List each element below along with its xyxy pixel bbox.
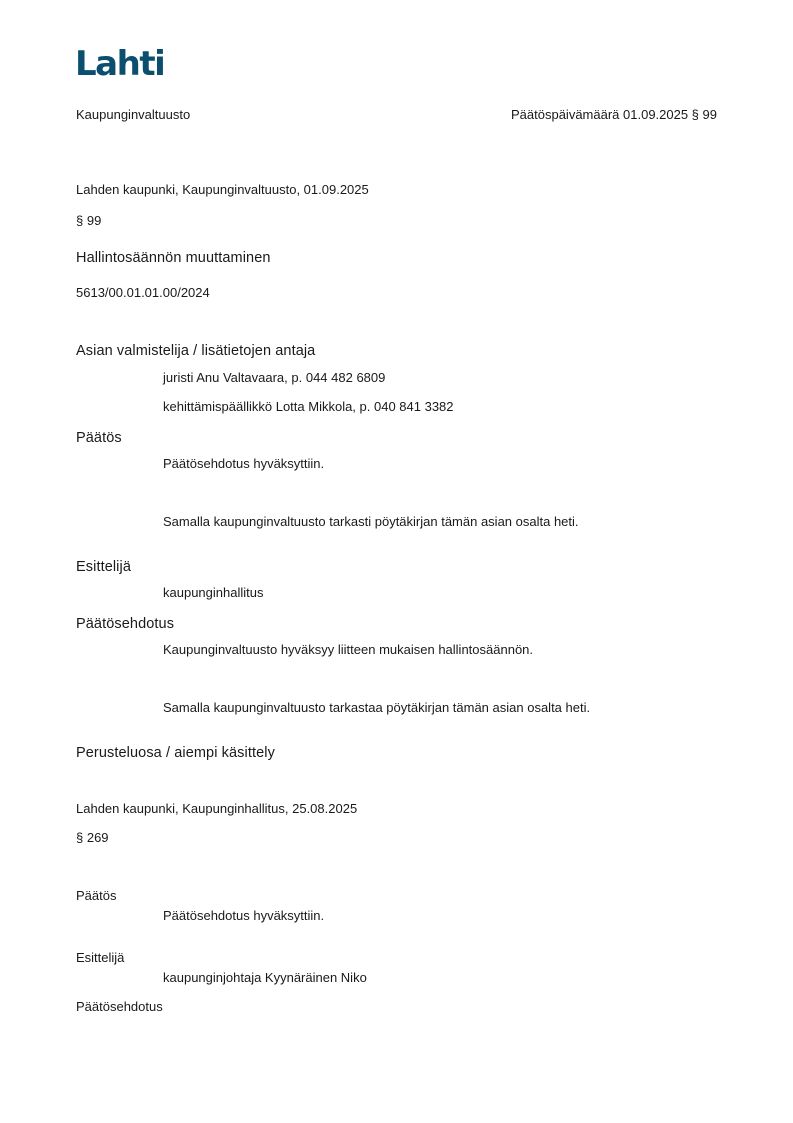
- proposal-text: Kaupunginvaltuusto hyväksyy liitteen mukaisen hallintosäännön.: [163, 642, 534, 657]
- background-proposal-heading: Päätösehdotus: [76, 999, 163, 1014]
- lahti-logo: Lahti: [75, 44, 165, 84]
- preparer-line: juristi Anu Valtavaara, p. 044 482 6809: [163, 370, 386, 385]
- background-heading: Perusteluosa / aiempi käsittely: [76, 745, 275, 761]
- background-decision-text: Päätösehdotus hyväksyttiin.: [163, 908, 325, 923]
- decision-heading: Päätös: [76, 430, 122, 446]
- decision-date: Päätöspäivämäärä 01.09.2025 § 99: [511, 107, 717, 122]
- section-number: § 99: [76, 213, 102, 228]
- preparers-heading: Asian valmistelija / lisätietojen antaja: [76, 343, 316, 359]
- presenter-heading: Esittelijä: [76, 559, 131, 575]
- presenter-value: kaupunginhallitus: [163, 585, 264, 600]
- preparer-line: kehittämispäällikkö Lotta Mikkola, p. 040 841 3382: [163, 399, 454, 414]
- file-number: 5613/00.01.01.00/2024: [76, 285, 210, 300]
- decision-text: Samalla kaupunginvaltuusto tarkasti pöytäkirjan tämän asian osalta heti.: [163, 514, 579, 529]
- proposal-heading: Päätösehdotus: [76, 616, 175, 632]
- decision-text: Päätösehdotus hyväksyttiin.: [163, 456, 325, 471]
- meeting-info: Lahden kaupunki, Kaupunginvaltuusto, 01.09.2025: [76, 182, 369, 197]
- background-meeting: Lahden kaupunki, Kaupunginhallitus, 25.08.2025: [76, 801, 358, 816]
- background-section: § 269: [76, 830, 109, 845]
- background-presenter-heading: Esittelijä: [76, 950, 125, 965]
- proposal-text: Samalla kaupunginvaltuusto tarkastaa pöytäkirjan tämän asian osalta heti.: [163, 700, 591, 715]
- background-presenter-value: kaupunginjohtaja Kyynäräinen Niko: [163, 970, 367, 985]
- case-title: Hallintosäännön muuttaminen: [76, 250, 271, 266]
- body-name: Kaupunginvaltuusto: [76, 107, 191, 122]
- background-decision-heading: Päätös: [76, 888, 117, 903]
